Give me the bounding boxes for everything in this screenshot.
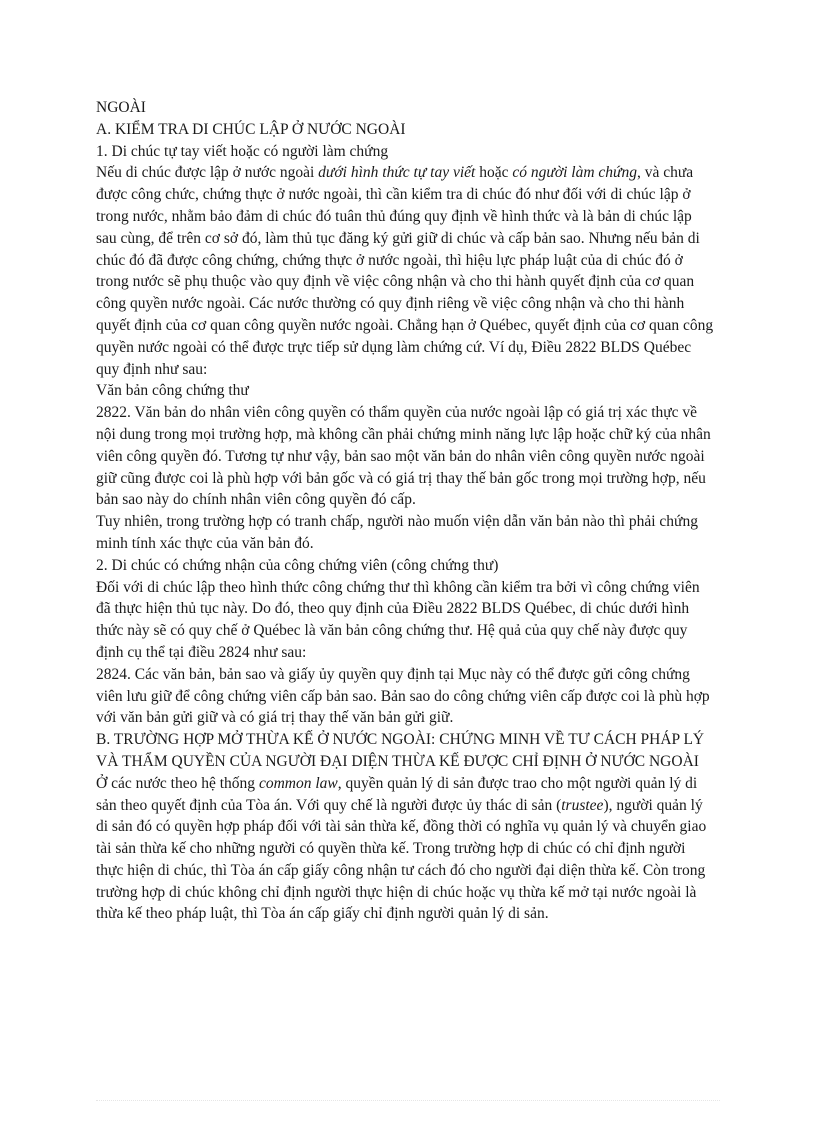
subsection-2-title: 2. Di chúc có chứng nhận của công chứng viên (công chứng thư) (96, 556, 499, 574)
section-b-title-line-1: B. TRƯỜNG HỢP MỞ THỪA KẾ Ở NƯỚC NGOÀI: CHỨNG MINH VỀ TƯ CÁCH PHÁP LÝ (96, 731, 705, 749)
paragraph-4-emphasis-1: common law (258, 774, 338, 792)
document-page (96, 97, 716, 925)
paragraph-2: Tuy nhiên, trong trường hợp có tranh chấp, người nào muốn viện dẫn văn bản nào thì phải chứng minh tính xác thực của văn bản đó. (96, 513, 698, 552)
paragraph-4-text-3: ), người quản lý di sản đó có quyền hợp pháp đối với tài sản thừa kế, đồng thời có nghĩa vụ quản lý và chuyển giao tài sản thừa kế cho những người có quyền thừa kế. Trong trường hợp di chúc có chỉ định người thực hiện di chúc, thì Tòa án cấp giấy công nhận tư cách đó cho người đại diện thừa kế. Còn trong trường hợp di chúc không chỉ định người thực hiện di chúc hoặc vụ thừa kế mở tại nước ngoài là thừa kế theo pháp luật, thì Tòa án cấp giấy chỉ định người quản lý di sản. (96, 796, 707, 923)
paragraph-1-emphasis-1: dưới hình thức tự tay viết (318, 164, 476, 182)
quote-1-title: Văn bản công chứng thư (96, 382, 249, 400)
section-b-title-line-2: VÀ THẨM QUYỀN CỦA NGƯỜI ĐẠI DIỆN THỪA KẾ ĐƯỢC CHỈ ĐỊNH Ở NƯỚC NGOÀI (96, 752, 699, 770)
section-a-title: A. KIỂM TRA DI CHÚC LẬP Ở NƯỚC NGOÀI (96, 120, 406, 138)
paragraph-1-text-1: Nếu di chúc được lập ở nước ngoài (96, 164, 319, 182)
paragraph-3: Đối với di chúc lập theo hình thức công chứng thư thì không cần kiểm tra bởi vì công chứng viên đã thực hiện thủ tục này. Do đó, theo quy định của Điều 2822 BLDS Québec, di chúc dưới hình thức này sẽ có quy chế ở Québec là văn bản công chứng thư. Hệ quả của quy chế này được quy định cụ thể tại điều 2824 như sau: (96, 578, 700, 661)
paragraph-4-text-1: Ở các nước theo hệ thống (96, 774, 259, 792)
quote-1-article-2822: 2822. Văn bản do nhân viên công quyền có thẩm quyền của nước ngoài lập có giá trị xác thực về nội dung trong mọi trường hợp, mà không cần phải chứng minh năng lực lập hoặc chữ ký của nhân viên công quyền đó. Tương tự như vậy, bản sao một văn bản do nhân viên công quyền nước ngoài giữ cũng được coi là phù hợp với bản gốc và có giá trị thay thế bản gốc trong mọi trường hợp, nếu bản sao này do chính nhân viên công quyền đó cấp. (96, 404, 711, 509)
subsection-1-title: 1. Di chúc tự tay viết hoặc có người làm chứng (96, 142, 389, 160)
paragraph-4 (96, 773, 716, 926)
paragraph-1-emphasis-2: có người làm chứng (512, 164, 637, 182)
heading-continuation: NGOÀI (96, 99, 146, 116)
quote-2-article-2824: 2824. Các văn bản, bản sao và giấy ủy quyền quy định tại Mục này có thể được gửi công chứng viên lưu giữ để công chứng viên cấp bản sao. Bản sao do công chứng viên cấp được coi là phù hợp với văn bản gửi giữ và có giá trị thay thế văn bản gửi giữ. (96, 665, 710, 727)
paragraph-4-text-2: , quyền quản lý di sản được trao cho một người quản lý di sản theo quyết định của Tòa án. Với quy chế là người được ủy thác di sản ( (96, 774, 698, 814)
paragraph-4-emphasis-2: trustee (561, 796, 604, 814)
paragraph-1 (96, 162, 716, 380)
page-bottom-divider (96, 1100, 720, 1101)
paragraph-1-text-2: hoặc (475, 164, 513, 182)
paragraph-1-text-3: , và chưa được công chức, chứng thực ở nước ngoài, thì cần kiểm tra di chúc đó như đối với di chúc lập ở trong nước, nhằm bảo đảm di chúc đó tuân thủ đúng quy định về hình thức và là bản di chúc lập sau cùng, để trên cơ sở đó, làm thủ tục đăng ký gửi giữ di chúc và cấp bản sao. Nhưng nếu bản di chúc đó đã được công chứng, chứng thực ở nước ngoài, thì hiệu lực pháp luật của di chúc đó ở trong nước sẽ phụ thuộc vào quy định về việc công nhận và cho thi hành quyết định của cơ quan công quyền nước ngoài. Các nước thường có quy định riêng về việc công nhận và cho thi hành quyết định của cơ quan công quyền nước ngoài. Chẳng hạn ở Québec, quyết định của cơ quan công quyền nước ngoài có thể được trực tiếp sử dụng làm chứng cứ. Ví dụ, Điều 2822 BLDS Québec quy định như sau: (96, 164, 714, 378)
